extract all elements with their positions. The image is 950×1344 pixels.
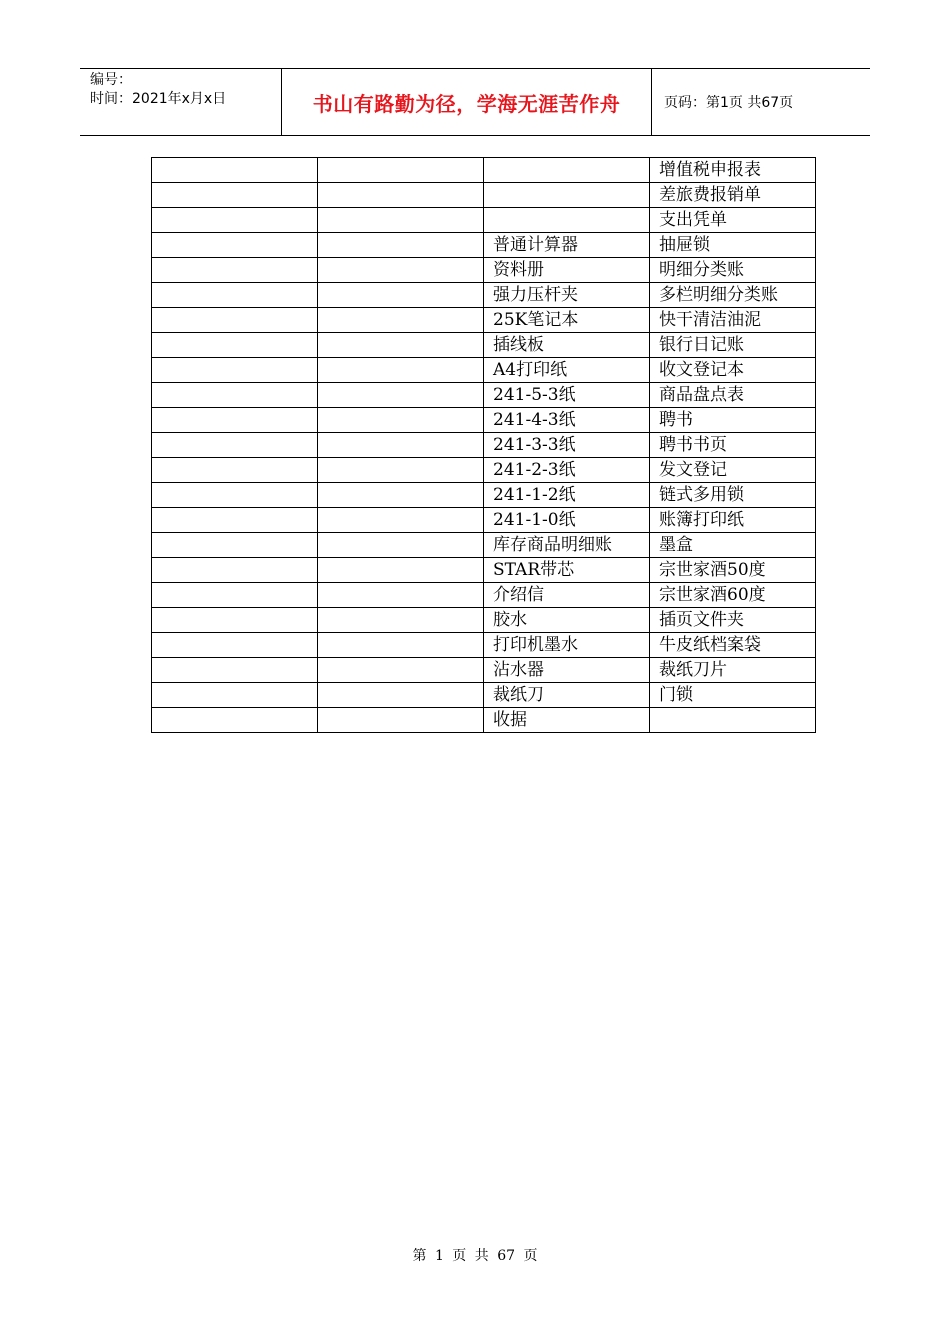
table-cell [318,483,484,508]
table-row [152,708,816,733]
table-cell: 明细分类账 [650,258,816,283]
table-row [152,208,816,233]
table-cell [152,283,318,308]
table-cell [152,408,318,433]
table-cell: 胶水 [484,608,650,633]
table-row [152,283,816,308]
table-cell: 快干清洁油泥 [650,308,816,333]
table-cell: 商品盘点表 [650,383,816,408]
table-row [152,158,816,183]
table-row [152,458,816,483]
table-cell [152,333,318,358]
table-cell: 资料册 [484,258,650,283]
header-motto: 书山有路勤为径，学海无涯苦作舟 [281,69,652,135]
table-cell [152,608,318,633]
table-cell: 多栏明细分类账 [650,283,816,308]
table-cell [318,233,484,258]
table-cell [650,708,816,733]
table-row [152,633,816,658]
document-date: 时间：2021年x月x日 [90,91,227,107]
table-row [152,233,816,258]
table-cell [318,608,484,633]
table-cell [152,508,318,533]
table-cell [152,558,318,583]
page-header [80,68,870,136]
table-row [152,183,816,208]
table-cell [318,333,484,358]
table-cell: 支出凭单 [650,208,816,233]
items-table-body [152,158,816,733]
table-row [152,583,816,608]
table-cell [318,183,484,208]
table-cell: STAR带芯 [484,558,650,583]
table-cell [318,683,484,708]
table-cell: 收文登记本 [650,358,816,383]
table-row [152,333,816,358]
table-row [152,408,816,433]
table-cell: 强力压杆夹 [484,283,650,308]
table-cell [152,483,318,508]
table-cell: 发文登记 [650,458,816,483]
table-cell [152,158,318,183]
table-cell: 聘书书页 [650,433,816,458]
table-cell: 墨盒 [650,533,816,558]
table-cell [318,383,484,408]
table-cell: A4打印纸 [484,358,650,383]
table-cell [152,533,318,558]
table-cell [318,533,484,558]
table-cell: 账簿打印纸 [650,508,816,533]
table-cell: 沾水器 [484,658,650,683]
table-row [152,308,816,333]
table-row [152,533,816,558]
table-cell [152,308,318,333]
table-cell [152,633,318,658]
table-row [152,558,816,583]
table-cell: 241-1-2纸 [484,483,650,508]
table-cell [484,183,650,208]
header-meta [80,69,281,135]
table-cell [318,158,484,183]
table-cell [152,658,318,683]
table-cell [318,408,484,433]
table-cell: 聘书 [650,408,816,433]
table-cell [318,208,484,233]
table-cell [318,658,484,683]
table-row [152,433,816,458]
table-cell [152,458,318,483]
table-cell [152,358,318,383]
table-cell [318,283,484,308]
table-cell [152,708,318,733]
table-row [152,258,816,283]
table-cell: 抽屉锁 [650,233,816,258]
table-cell [318,308,484,333]
table-cell [318,508,484,533]
table-cell: 介绍信 [484,583,650,608]
table-row [152,483,816,508]
table-cell: 裁纸刀 [484,683,650,708]
table-cell: 插页文件夹 [650,608,816,633]
table-cell: 银行日记账 [650,333,816,358]
table-cell: 增值税申报表 [650,158,816,183]
items-table [151,157,816,733]
table-cell [318,433,484,458]
table-cell: 牛皮纸档案袋 [650,633,816,658]
table-cell: 打印机墨水 [484,633,650,658]
table-cell: 收据 [484,708,650,733]
table-cell: 241-1-0纸 [484,508,650,533]
table-cell: 普通计算器 [484,233,650,258]
table-cell [318,358,484,383]
table-cell: 宗世家酒50度 [650,558,816,583]
table-cell [152,433,318,458]
table-cell [152,258,318,283]
table-cell [318,258,484,283]
page-footer: 第 1 页 共 67 页 [412,1248,538,1264]
table-cell [152,583,318,608]
table-cell: 241-3-3纸 [484,433,650,458]
table-cell: 插线板 [484,333,650,358]
table-cell: 门锁 [650,683,816,708]
table-cell [152,233,318,258]
table-cell: 241-5-3纸 [484,383,650,408]
table-cell [318,558,484,583]
header-page-info: 页码：第1页 共67页 [664,95,794,111]
table-row [152,508,816,533]
table-cell [152,683,318,708]
table-row [152,658,816,683]
table-row [152,683,816,708]
table-row [152,358,816,383]
table-row [152,383,816,408]
table-row [152,608,816,633]
table-cell: 裁纸刀片 [650,658,816,683]
document-number-label: 编号： [90,72,132,88]
table-cell [484,208,650,233]
table-cell: 241-4-3纸 [484,408,650,433]
table-cell: 差旅费报销单 [650,183,816,208]
table-cell [484,158,650,183]
table-cell: 链式多用锁 [650,483,816,508]
table-cell: 库存商品明细账 [484,533,650,558]
table-cell [152,208,318,233]
table-cell [318,633,484,658]
table-cell [152,383,318,408]
table-cell: 25K笔记本 [484,308,650,333]
table-cell [318,708,484,733]
table-cell [318,583,484,608]
table-cell: 241-2-3纸 [484,458,650,483]
table-cell [152,183,318,208]
table-cell [318,458,484,483]
table-cell: 宗世家酒60度 [650,583,816,608]
